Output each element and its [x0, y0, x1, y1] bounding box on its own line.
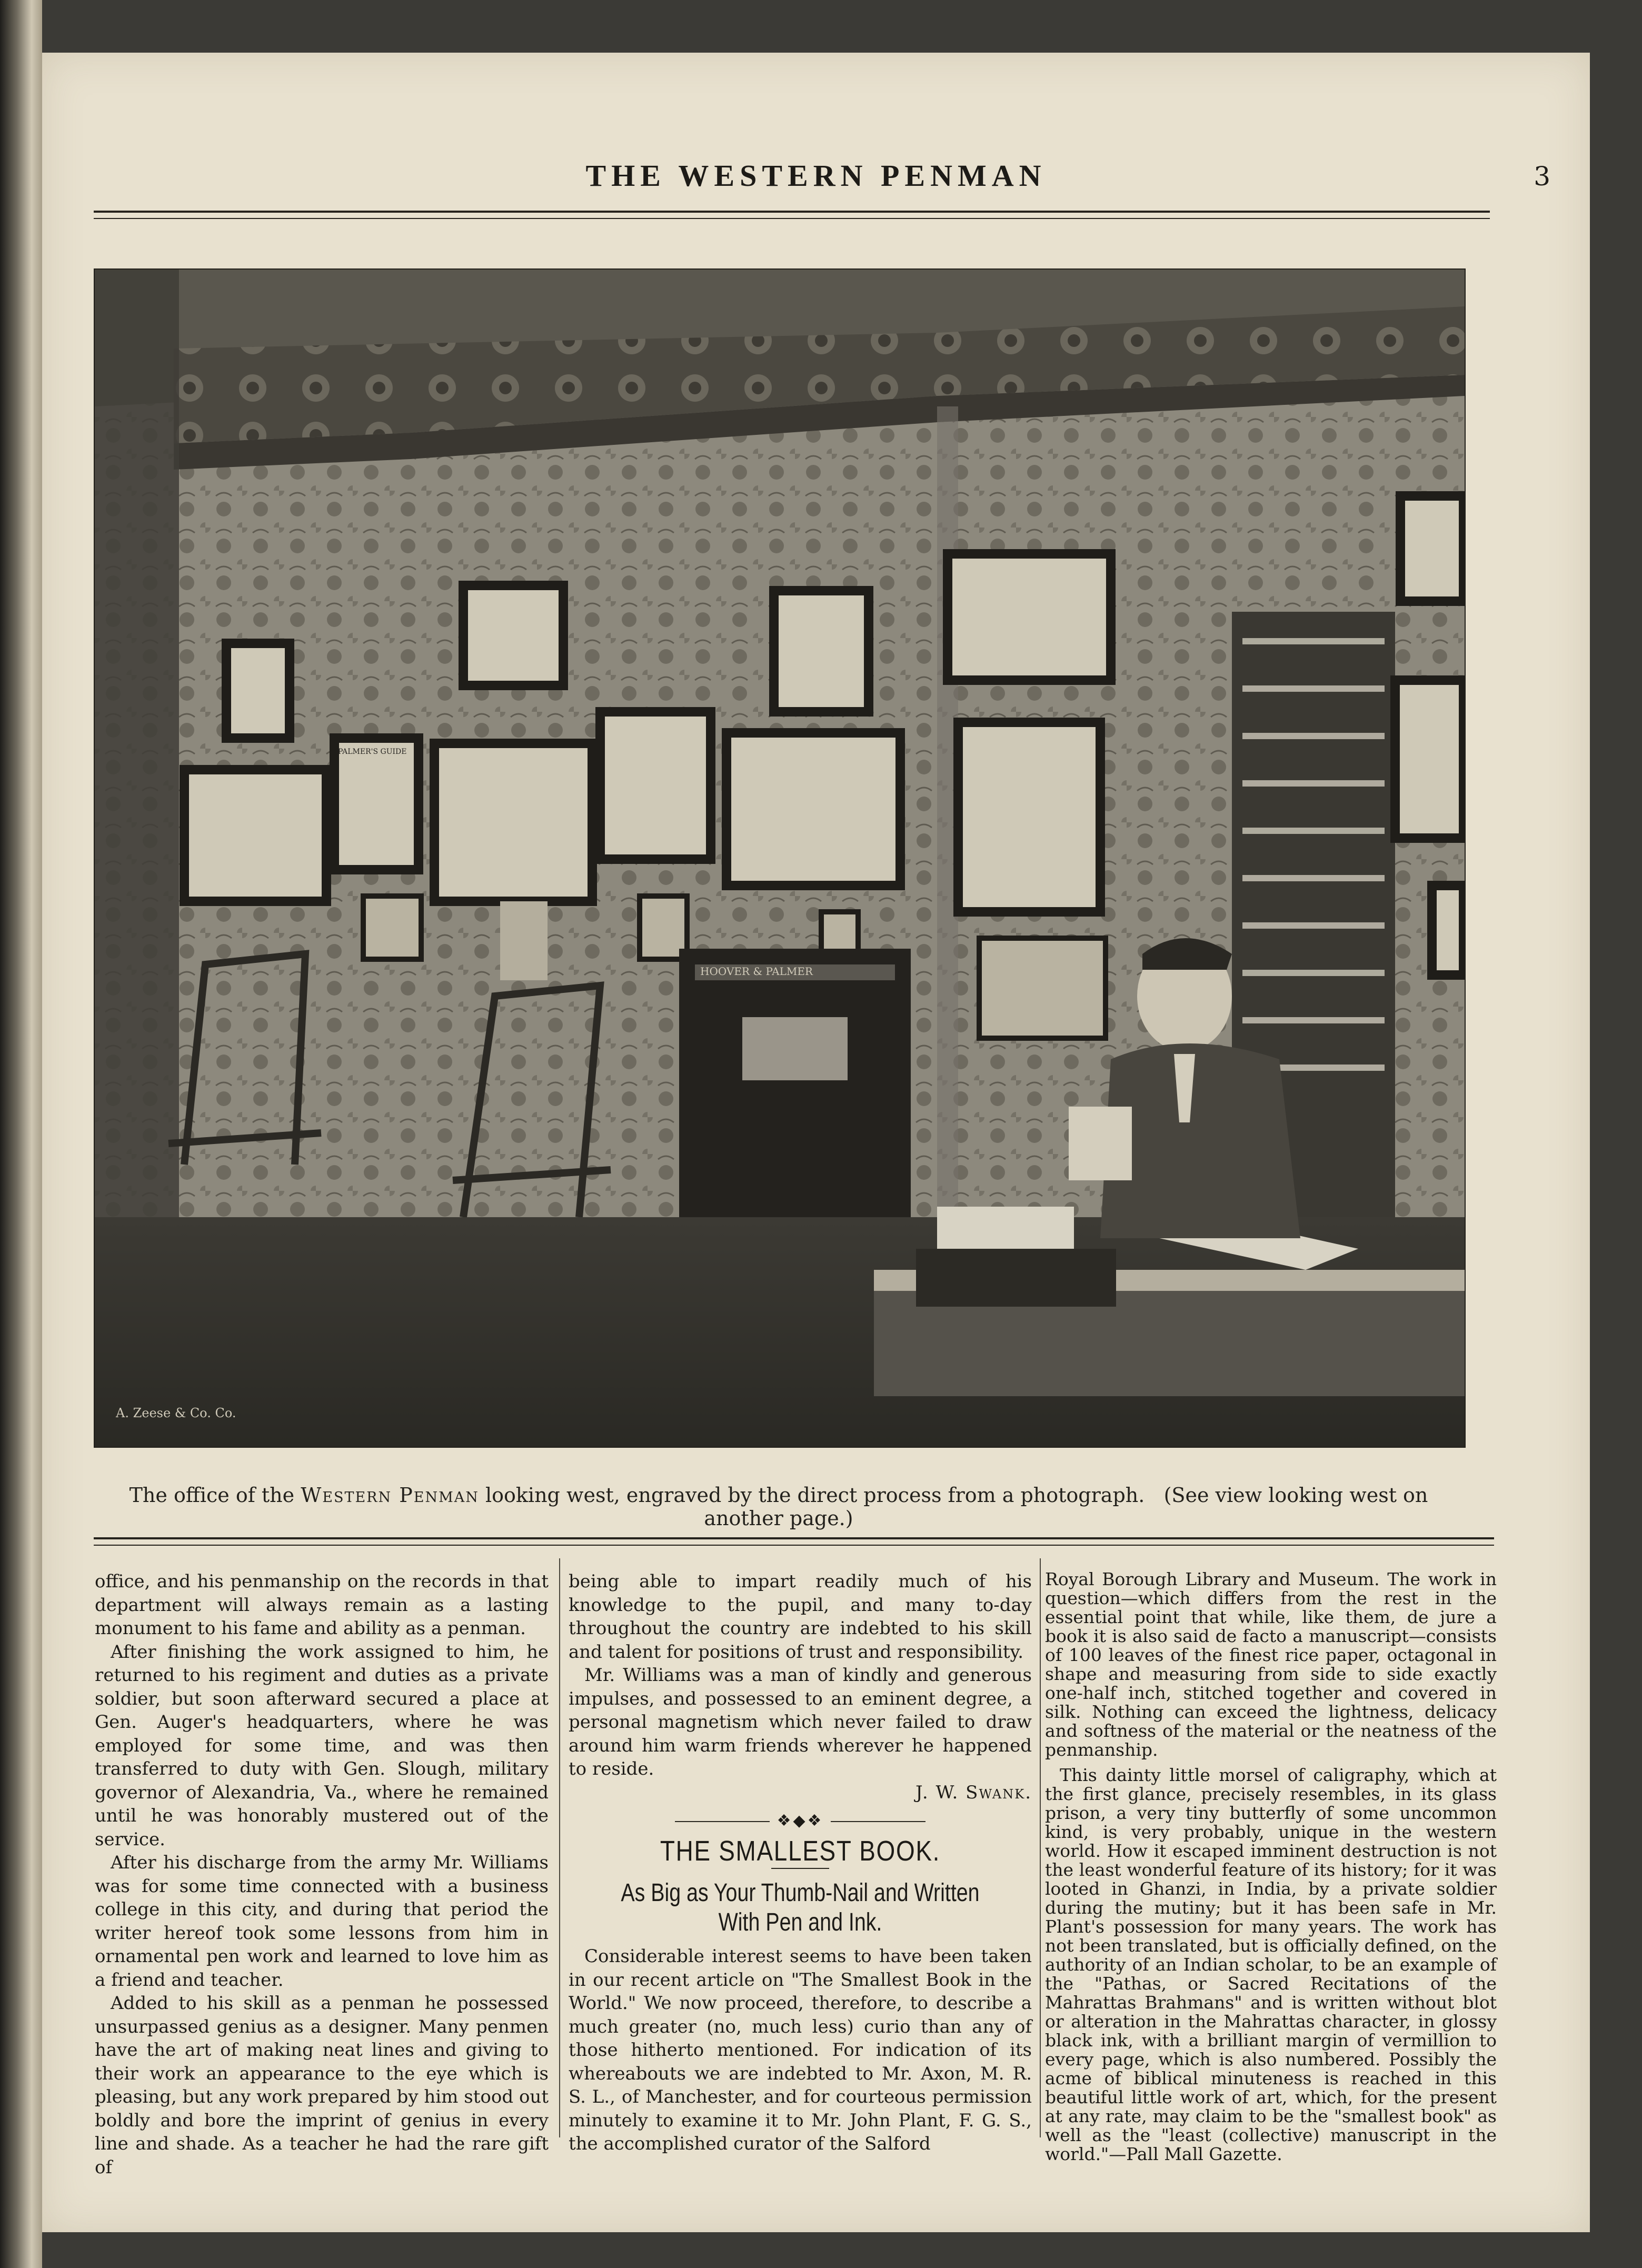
- running-head: [42, 158, 1590, 205]
- caption-publication: Western Penman: [301, 1484, 479, 1507]
- col2-paragraph: being able to impart readily much of his knowledge to the pupil, and many to-day throughout the country are indebted to his skill and talent for positions of trust and responsibility.: [569, 1571, 1032, 1663]
- office-photograph: [94, 268, 1466, 1448]
- col1-paragraph: After his discharge from the army Mr. Williams was for some time connected with a business college in this city, and during that period the writer hereof took some lessons from him in ornamental pen work and learned to love him as a friend and teacher.: [95, 1852, 549, 1991]
- article-title: THE SMALLEST BOOK.: [660, 1835, 941, 1867]
- col1-paragraph: office, and his penmanship on the records in that department will always remain as a lasting monument to his fame and ability as a penman.: [95, 1571, 549, 1639]
- caption-body: looking west, engraved by the direct process from a photograph.: [485, 1484, 1145, 1507]
- author-signature: J. W. Swank.: [915, 1782, 1032, 1803]
- page-number: 3: [1534, 161, 1550, 192]
- header-rule: [94, 211, 1490, 213]
- photo-safe-label: HOOVER & PALMER: [700, 965, 813, 978]
- caption-rule: [94, 1537, 1494, 1539]
- col2-paragraph: Mr. Williams was a man of kindly and generous impulses, and possessed to an eminent degree, a personal magnetism which never failed to draw around him warm friends wherever he happened to reside.: [569, 1665, 1032, 1779]
- photo-engraver-credit: A. Zeese & Co. Co.: [116, 1406, 236, 1420]
- col1-paragraph: After finishing the work assigned to him, he returned to his regiment and duties as a private soldier, but soon afterward secured a place at Gen. Auger's headquarters, where he was employed for some time, and was then transferred to duty with Gen. Slough, military governor of Alexandria, Va., where he remained until he was honorably mustered out of the service.: [95, 1641, 549, 1850]
- photo-sign-text: PALMER'S GUIDE: [338, 748, 407, 756]
- caption-note: (See view looking west on another page.): [704, 1484, 1428, 1530]
- column-divider: [1040, 1558, 1041, 2137]
- title-rule: [771, 1868, 829, 1869]
- column-1: [95, 1570, 549, 2179]
- photo-caption: [94, 1484, 1464, 1530]
- column-2: [569, 1570, 1032, 2156]
- journal-title: THE WESTERN PENMAN: [585, 158, 1047, 193]
- journal-page: [42, 53, 1590, 2232]
- section-ornament: ❖◆❖: [569, 1809, 1032, 1833]
- col1-paragraph: Added to his skill as a penman he possessed unsurpassed genius as a designer. Many penmen have the art of making neat lines and giving to their work an appearance to the eye which is pleasing, but any work prepared by him stood out boldly and bore the imprint of genius in every line and shade. As a teacher he had the rare gift of: [95, 1993, 549, 2178]
- caption-lead: The office of the: [129, 1484, 295, 1507]
- col3-paragraph: Royal Borough Library and Museum. The work in question—which differs from the rest in the essential point that while, like them, de jure a book it is also said de facto a manuscript—consists of 100 leaves of the finest rice paper, octagonal in shape and measuring from side to side exactly one-half inch, stitched together and covered in silk. Nothing can exceed the lightness, delicacy and softness of the material or the neatness of the penmanship.: [1045, 1569, 1497, 1760]
- col2-article-paragraph: Considerable interest seems to have been taken in our recent article on "The Smallest Book in the World." We now proceed, therefore, to describe a much greater (no, much less) curio than any of those hitherto mentioned. For indication of its whereabouts we are indebted to Mr. Axon, M. R. S. L., of Manchester, and for courteous permission minutely to examine it to Mr. John Plant, F. G. S., the accomplished curator of the Salford: [569, 1946, 1032, 2154]
- article-subtitle: As Big as Your Thumb-Nail and Written With Pen and Ink.: [621, 1879, 980, 1936]
- col3-paragraph: This dainty little morsel of caligraphy, which at the first glance, precisely resembles, in its glass prison, a very tiny butterfly of some uncommon kind, is very probably, unique in the western world. How it escaped imminent destruction is not the least wonderful feature of its history; for it was looted in Ghanzi, in India, by a private soldier during the mutiny; but it has been safe in Mr. Plant's possession for many years. The work has not been translated, but is officially defined, on the authority of an Indian scholar, to be an example of the "Pathas, or Sacred Recitations of the Mahrattas Brahmans" and is written without blot or alteration in the Mahrattas character, in glossy black ink, with a brilliant margin of vermillion to every page, which is also numbered. Possibly the acme of biblical minuteness is reached in this beautiful little work of art, which, for the present at any rate, may claim to be the "smallest book" as well as the "least (collective) manuscript in the world."—Pall Mall Gazette.: [1045, 1765, 1497, 2164]
- book-spine-shadow: [0, 0, 42, 2268]
- column-3: [1045, 1570, 1497, 2170]
- column-divider: [559, 1558, 560, 2137]
